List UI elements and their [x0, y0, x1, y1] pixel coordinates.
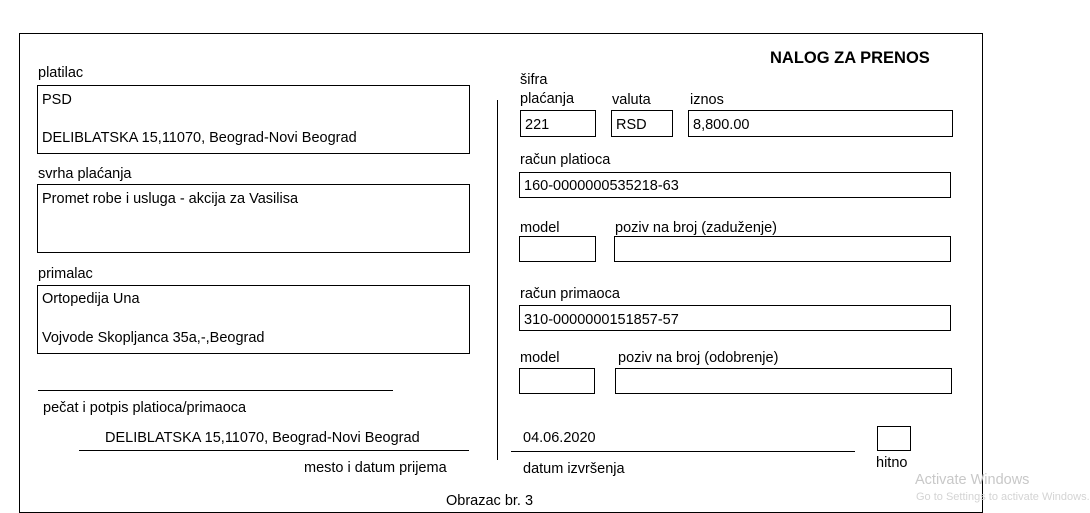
form-title: NALOG ZA PRENOS — [770, 49, 930, 67]
payer-name: PSD — [42, 92, 72, 108]
recipient-label: primalac — [38, 266, 93, 282]
form-number: Obrazac br. 3 — [446, 493, 534, 509]
payer-account-value: 160-0000000535218-63 — [524, 178, 679, 194]
recipient-address: Vojvode Skopljanca 35a,-,Beograd — [42, 330, 265, 346]
recipient-name: Ortopedija Una — [42, 291, 140, 307]
payment-code-label-1: šifra — [520, 72, 548, 88]
credit-model-field[interactable] — [519, 368, 595, 394]
credit-reference-field[interactable] — [615, 368, 952, 394]
currency-label: valuta — [612, 92, 651, 108]
windows-activation-subtext: Go to Settings to activate Windows. — [916, 491, 1090, 503]
payment-code-value: 221 — [525, 117, 550, 133]
place-value: DELIBLATSKA 15,11070, Beograd-Novi Beograd — [105, 430, 420, 446]
signature-line — [38, 390, 393, 391]
payer-account-label: račun platioca — [520, 152, 611, 168]
urgent-label: hitno — [876, 455, 908, 471]
amount-value: 8,800.00 — [693, 117, 750, 133]
recipient-account-value: 310-0000000151857-57 — [524, 312, 679, 328]
payment-code-label-2: plaćanja — [520, 91, 575, 107]
place-label: mesto i datum prijema — [304, 460, 447, 476]
signature-label: pečat i potpis platioca/primaoca — [43, 400, 247, 416]
payer-label: platilac — [38, 65, 84, 81]
execution-date-label: datum izvršenja — [523, 461, 625, 477]
credit-reference-label: poziv na broj (odobrenje) — [618, 350, 779, 366]
amount-label: iznos — [690, 92, 724, 108]
recipient-account-label: račun primaoca — [520, 286, 620, 302]
purpose-value: Promet robe i usluga - akcija za Vasilisa — [42, 191, 299, 207]
execution-date-value: 04.06.2020 — [523, 430, 596, 446]
currency-value: RSD — [616, 117, 647, 133]
credit-model-label: model — [520, 350, 560, 366]
payer-address: DELIBLATSKA 15,11070, Beograd-Novi Beograd — [42, 130, 357, 146]
debit-reference-label: poziv na broj (zaduženje) — [615, 220, 778, 236]
column-divider — [497, 100, 498, 460]
debit-model-label: model — [520, 220, 560, 236]
purpose-label: svrha plaćanja — [38, 166, 132, 182]
windows-activation-text: Activate Windows — [915, 472, 1030, 488]
urgent-checkbox[interactable] — [877, 426, 911, 451]
debit-model-field[interactable] — [519, 236, 596, 262]
execution-date-line — [511, 451, 855, 452]
place-line — [79, 450, 469, 451]
debit-reference-field[interactable] — [614, 236, 951, 262]
